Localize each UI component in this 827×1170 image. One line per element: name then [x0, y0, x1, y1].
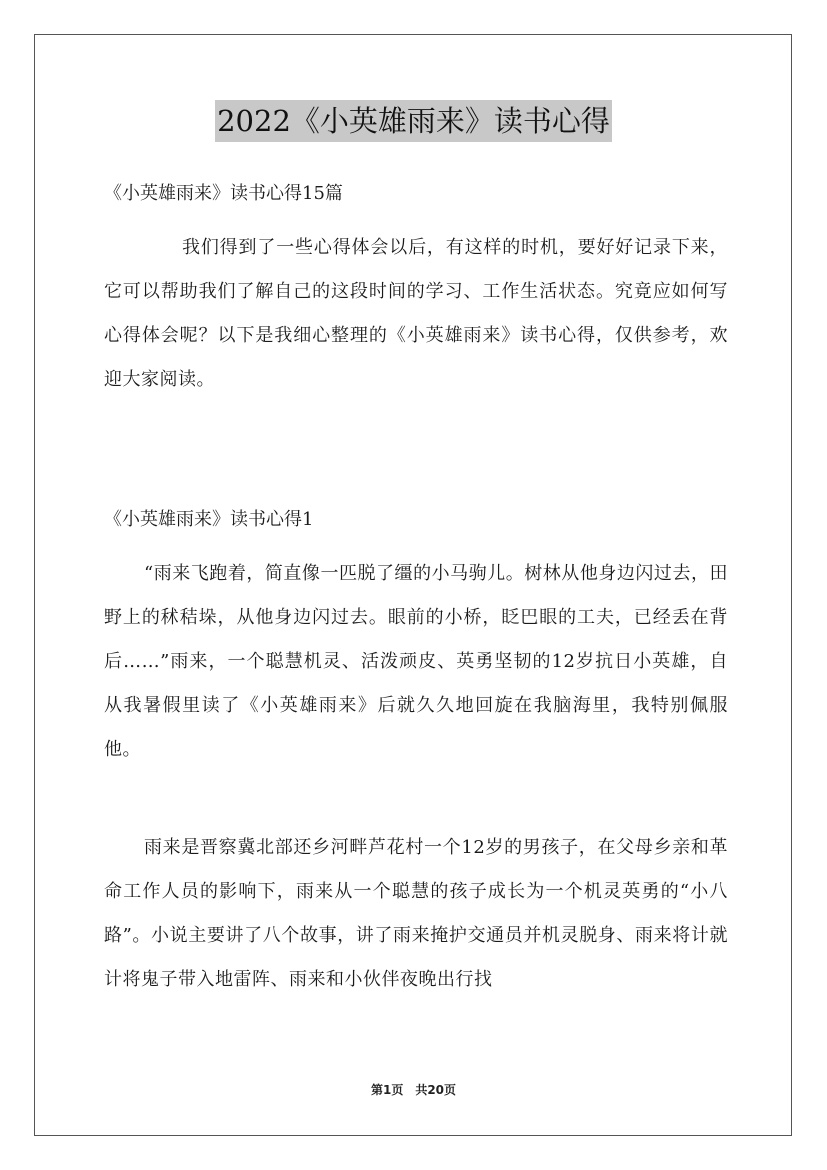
body-paragraph-1: “雨来飞跑着，简直像一匹脱了缰的小马驹儿。树林从他身边闪过去，田野上的秫秸垛，从他身边闪过去。眼前的小桥，眨巴眼的工夫，已经丢在背后……”雨来，一个聪慧机灵、活泼顽皮、英勇坚韧的12岁抗日小英雄，自从我暑假里读了《小英雄雨来》后就久久地回旋在我脑海里，我特别佩服他。 — [104, 563, 728, 760]
section-heading: 《小英雄雨来》读书心得1 — [104, 509, 314, 530]
page-footer — [0, 1081, 827, 1098]
page-total: 共20页 — [415, 1083, 457, 1097]
page-number: 第1页 — [370, 1083, 404, 1097]
title-container — [0, 100, 827, 142]
document-subtitle: 《小英雄雨来》读书心得15篇 — [104, 183, 343, 204]
body-paragraph-2: 雨来是晋察冀北部还乡河畔芦花村一个12岁的男孩子，在父母乡亲和革命工作人员的影响下，雨来从一个聪慧的孩子成长为一个机灵英勇的“小八路”。小说主要讲了八个故事，讲了雨来掩护交通员并机灵脱身、雨来将计就计将鬼子带入地雷阵、雨来和小伙伴夜晚出行找 — [104, 837, 728, 990]
intro-paragraph: 我们得到了一些心得体会以后，有这样的时机，要好好记录下来，它可以帮助我们了解自己的这段时间的学习、工作生活状态。究竟应如何写心得体会呢？以下是我细心整理的《小英雄雨来》读书心得，仅供参考，欢迎大家阅读。 — [104, 237, 728, 390]
document-title: 2022《小英雄雨来》读书心得 — [215, 100, 612, 142]
